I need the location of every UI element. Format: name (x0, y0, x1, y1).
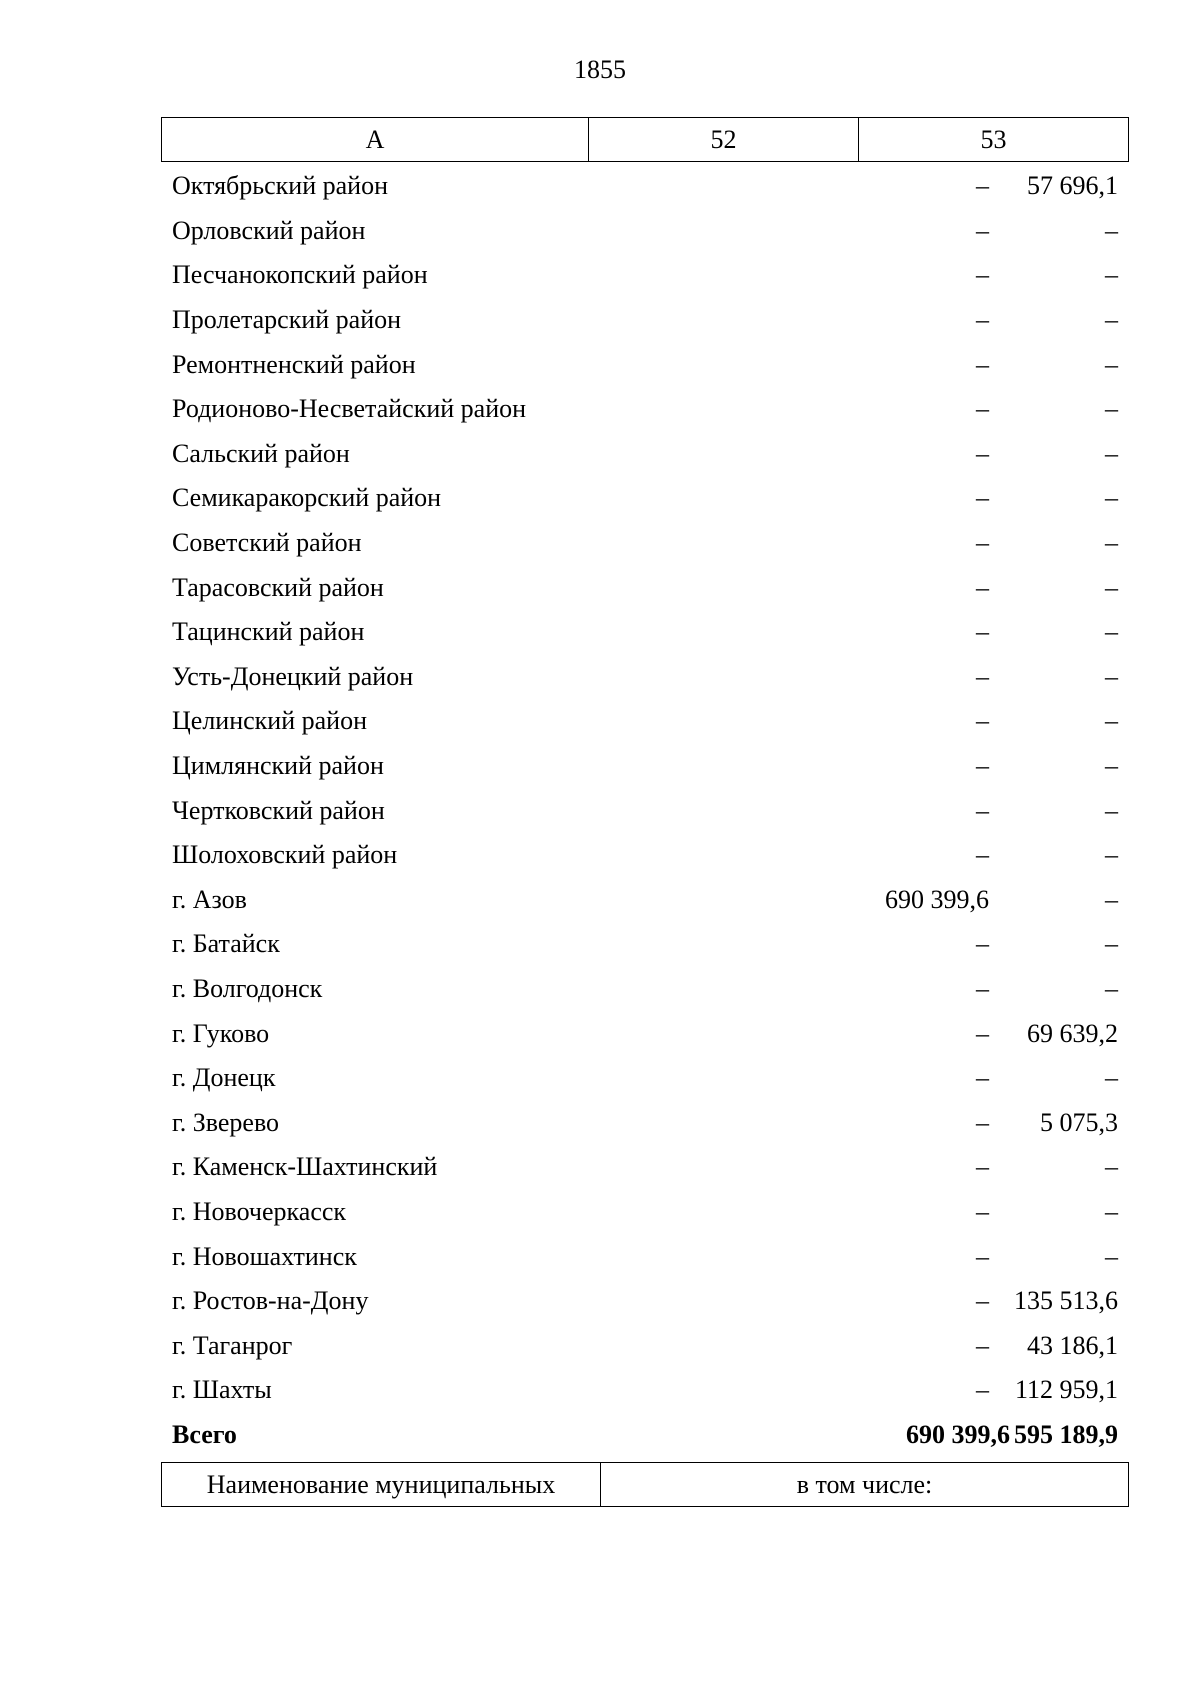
table-row (161, 1011, 1129, 1056)
row-value-53: – (1105, 1196, 1118, 1226)
row-value-53: – (1105, 840, 1118, 870)
row-value-52: – (976, 349, 989, 379)
table-row (161, 1190, 1129, 1235)
row-value-52: – (976, 1286, 989, 1316)
row-value-53: – (1105, 795, 1118, 825)
row-value-53: – (1105, 1152, 1118, 1182)
table-row (161, 1056, 1129, 1101)
row-value-52: – (976, 572, 989, 602)
continuation-header-name: Наименование муниципальных (161, 1463, 601, 1507)
row-value-52: – (976, 215, 989, 245)
row-name: Тацинский район (172, 617, 365, 647)
total-value-53: 595 189,9 (1014, 1419, 1118, 1449)
row-value-53: 112 959,1 (1014, 1375, 1118, 1405)
row-value-53: 43 186,1 (1027, 1330, 1118, 1360)
row-value-53: – (1105, 751, 1118, 781)
row-value-52: – (976, 171, 989, 201)
row-value-53: – (1105, 617, 1118, 647)
row-name: Сальский район (172, 438, 350, 468)
row-value-53: 69 639,2 (1027, 1018, 1118, 1048)
row-name: г. Новошахтинск (172, 1241, 357, 1271)
row-name: Шолоховский район (172, 840, 398, 870)
row-value-52: – (976, 1152, 989, 1182)
row-value-52: – (976, 973, 989, 1003)
table-row (161, 342, 1129, 387)
table-row (161, 878, 1129, 923)
row-value-53: – (1105, 706, 1118, 736)
row-value-52: – (976, 438, 989, 468)
table-row (161, 476, 1129, 521)
table-row (161, 1323, 1129, 1368)
table-row (161, 298, 1129, 343)
row-value-52: 690 399,6 (885, 884, 989, 914)
row-value-52: – (976, 483, 989, 513)
row-name: Песчанокопский район (172, 260, 428, 290)
row-value-53: – (1105, 884, 1118, 914)
row-value-52: – (976, 1375, 989, 1405)
row-value-52: – (976, 840, 989, 870)
row-name: Советский район (172, 528, 362, 558)
row-value-52: – (976, 661, 989, 691)
row-value-52: – (976, 528, 989, 558)
row-value-52: – (976, 1018, 989, 1048)
row-name: г. Азов (172, 884, 247, 914)
table-row (161, 1145, 1129, 1190)
table-row (161, 967, 1129, 1012)
row-name: Октябрьский район (172, 171, 388, 201)
row-value-53: – (1105, 438, 1118, 468)
column-header-name: А (365, 124, 385, 154)
table-column-header (161, 117, 1129, 162)
row-value-52: – (976, 260, 989, 290)
row-value-53: 5 075,3 (1040, 1107, 1118, 1137)
row-value-53: – (1105, 349, 1118, 379)
row-name: Ремонтненский район (172, 349, 416, 379)
row-value-53: – (1105, 1241, 1118, 1271)
row-name: г. Батайск (172, 929, 280, 959)
table-row (161, 699, 1129, 744)
row-value-52: – (976, 706, 989, 736)
total-value-52: 690 399,6 (906, 1419, 1010, 1449)
table-row (161, 432, 1129, 477)
total-label: Всего (172, 1419, 237, 1449)
table-row (161, 521, 1129, 566)
row-value-52: – (976, 929, 989, 959)
table-row (161, 1100, 1129, 1145)
row-name: г. Каменск-Шахтинский (172, 1152, 438, 1182)
row-value-53: – (1105, 1063, 1118, 1093)
row-value-53: – (1105, 215, 1118, 245)
row-name: г. Шахты (172, 1375, 272, 1405)
row-name: г. Новочеркасск (172, 1196, 347, 1226)
row-value-52: – (976, 305, 989, 335)
row-value-53: 135 513,6 (1014, 1286, 1118, 1316)
row-name: Тарасовский район (172, 572, 384, 602)
table-row (161, 209, 1129, 254)
table-row (161, 1368, 1129, 1413)
table-row (161, 744, 1129, 789)
table-row (161, 833, 1129, 878)
row-value-53: – (1105, 260, 1118, 290)
table-row (161, 788, 1129, 833)
column-header-52: 52 (588, 118, 858, 161)
row-value-53: – (1105, 572, 1118, 602)
row-value-52: – (976, 1063, 989, 1093)
continuation-header-including: в том числе: (796, 1469, 933, 1499)
row-value-53: – (1105, 973, 1118, 1003)
table-row (161, 565, 1129, 610)
page-number: 1855 (574, 55, 626, 84)
row-value-53: – (1105, 528, 1118, 558)
row-name: Родионово-Несветайский район (172, 394, 527, 424)
column-header-53: 53 (858, 118, 1128, 161)
row-name: г. Донецк (172, 1063, 276, 1093)
table-row (161, 610, 1129, 655)
row-value-52: – (976, 1107, 989, 1137)
continuation-header (161, 1462, 1129, 1507)
table-row (161, 1234, 1129, 1279)
table-row (161, 164, 1129, 209)
row-name: г. Таганрог (172, 1330, 293, 1360)
row-value-53: 57 696,1 (1027, 171, 1118, 201)
table-row (161, 1279, 1129, 1324)
row-value-52: – (976, 1330, 989, 1360)
row-value-53: – (1105, 394, 1118, 424)
row-value-52: – (976, 1196, 989, 1226)
row-value-53: – (1105, 661, 1118, 691)
row-name: Пролетарский район (172, 305, 402, 335)
row-name: г. Волгодонск (172, 973, 323, 1003)
table-body (161, 164, 1129, 1457)
row-value-53: – (1105, 929, 1118, 959)
total-row (161, 1413, 1129, 1458)
row-name: Целинский район (172, 706, 367, 736)
row-value-53: – (1105, 483, 1118, 513)
row-value-52: – (976, 1241, 989, 1271)
row-value-52: – (976, 617, 989, 647)
row-name: Цимлянский район (172, 751, 384, 781)
table-row (161, 387, 1129, 432)
table-row (161, 655, 1129, 700)
row-value-53: – (1105, 305, 1118, 335)
row-name: Чертковский район (172, 795, 385, 825)
row-name: Усть-Донецкий район (172, 661, 414, 691)
row-value-52: – (976, 751, 989, 781)
row-name: г. Гуково (172, 1018, 270, 1048)
row-value-52: – (976, 394, 989, 424)
table-row (161, 253, 1129, 298)
row-name: г. Зверево (172, 1107, 280, 1137)
row-name: г. Ростов-на-Дону (172, 1286, 369, 1316)
row-value-52: – (976, 795, 989, 825)
row-name: Орловский район (172, 215, 366, 245)
table-row (161, 922, 1129, 967)
row-name: Семикаракорский район (172, 483, 442, 513)
